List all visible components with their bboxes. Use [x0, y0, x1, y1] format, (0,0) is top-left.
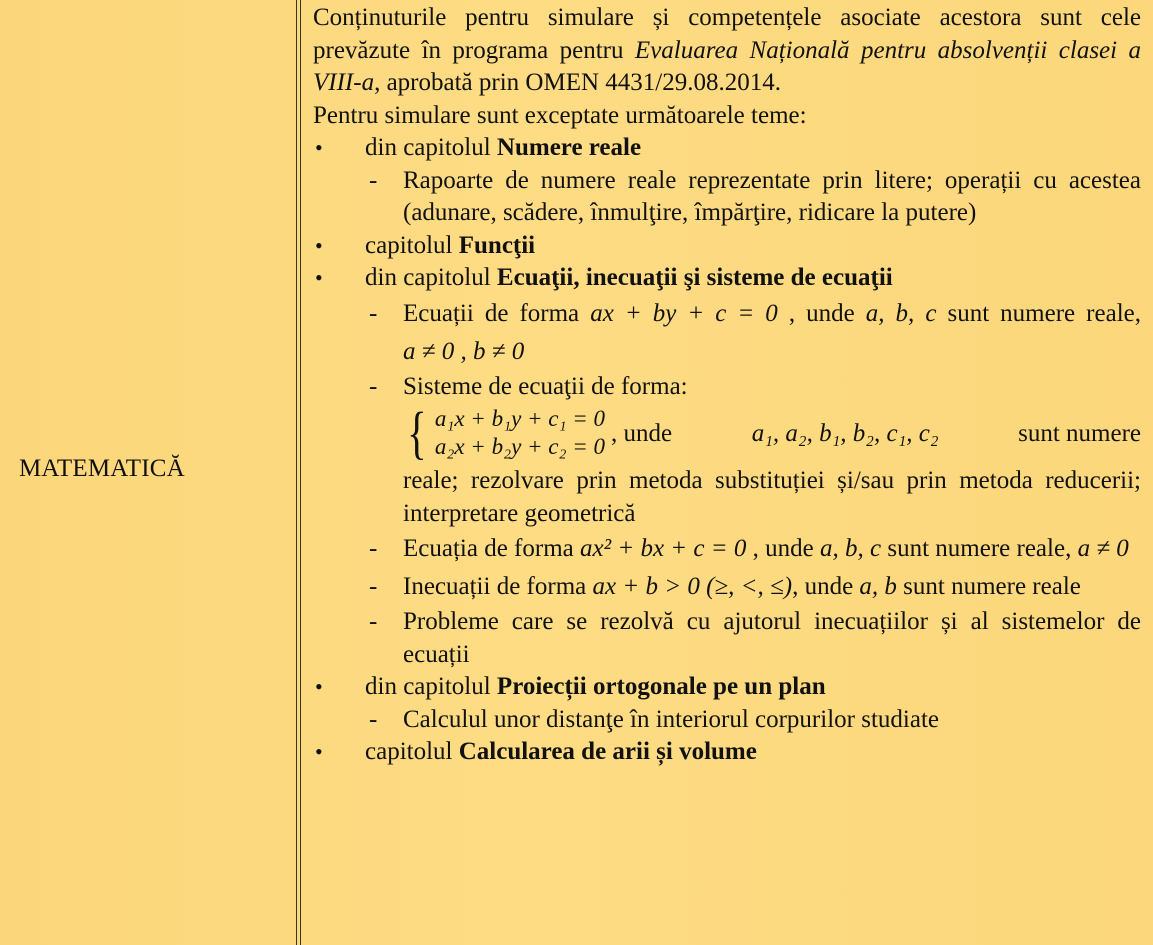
math-expression: ax² + bx + c = 0	[580, 535, 747, 562]
intro-text-end: , aprobată prin OMEN 4431/29.08.2014.	[374, 69, 781, 96]
math-expression: a, b, c	[820, 535, 882, 562]
list-item	[313, 230, 1141, 263]
sub-item	[365, 371, 1141, 531]
list-item	[313, 132, 1141, 230]
system-line	[403, 400, 1141, 465]
content-column	[313, 2, 1141, 769]
chapter-name: Calcularea de arii și volume	[458, 738, 757, 765]
math-expression: a, b, c	[865, 299, 937, 327]
text: , unde	[611, 419, 673, 447]
sub-list	[365, 165, 1141, 230]
equation-1: a₁x + b₁y + c₁ = 0	[434, 406, 606, 431]
math-expression: ax + by + c = 0	[590, 299, 778, 327]
exceptions-heading: Pentru simulare sunt exceptate următoarele teme:	[313, 101, 807, 129]
text: Ecuații de forma	[403, 299, 591, 327]
sub-item: - Rapoarte de numere reale reprezentate prin litere; operații cu acestea (adunare, scădere, înmulţire, împărţire, ridicare la putere)	[365, 165, 1141, 230]
sub-item	[365, 530, 1141, 568]
text: sunt numere reale,	[881, 535, 1078, 562]
text: Sisteme de ecuaţii de forma:	[403, 372, 688, 400]
subject-column	[0, 0, 296, 945]
item-prefix: capitolul	[365, 231, 459, 259]
text: , unde	[746, 535, 821, 562]
text: , unde	[777, 299, 866, 327]
intro-paragraph	[313, 2, 1141, 100]
table-divider	[300, 0, 301, 945]
intro-text: Conținuturile pentru simulare și competențele asociate acestora sunt cele prevăzute în programa pentru	[313, 4, 1141, 64]
table-divider	[296, 0, 297, 945]
brace-icon: {	[407, 400, 427, 465]
chapter-name: Funcţii	[458, 231, 536, 259]
chapter-name: Ecuaţii, inecuaţii şi sisteme de ecuaţii	[496, 264, 893, 291]
list-item	[313, 736, 1141, 769]
list-item	[313, 671, 1141, 736]
text: sunt numere	[1018, 419, 1141, 447]
math-expression: a₁, a₂, b₁, b₂, c₁, c₂	[751, 419, 939, 447]
item-prefix: din capitolul	[365, 134, 497, 161]
text: , unde	[792, 573, 860, 600]
text: reale; rezolvare prin metoda substituției și/sau prin metoda reducerii; interpretare geometrică	[403, 467, 1141, 527]
text: sunt numere reale	[896, 573, 1081, 600]
math-expression: a ≠ 0 , b ≠ 0	[403, 337, 525, 365]
equation-system	[403, 400, 606, 465]
equation-2: a₂x + b₂y + c₂ = 0	[434, 434, 606, 459]
exceptions-list	[313, 132, 1141, 769]
item-prefix: din capitolul	[365, 673, 497, 700]
list-item	[313, 262, 1141, 671]
text: Inecuații de forma	[403, 573, 593, 600]
chapter-name: Proiecții ortogonale pe un plan	[496, 673, 826, 700]
sub-list	[365, 295, 1141, 672]
subject-label: MATEMATICĂ	[19, 455, 185, 482]
item-prefix: capitolul	[365, 738, 459, 765]
chapter-name: Numere reale	[496, 134, 642, 161]
sub-item: - Probleme care se rezolvă cu ajutorul inecuațiilor și al sistemelor de ecuații	[365, 606, 1141, 671]
math-expression: ax + b > 0 (≥, <, ≤)	[592, 573, 793, 600]
math-expression: a, b	[859, 573, 897, 600]
item-prefix: din capitolul	[365, 264, 497, 291]
text: Ecuația de forma	[403, 535, 580, 562]
sub-item	[365, 568, 1141, 606]
sub-item: - Calculul unor distanţe în interiorul corpurilor studiate	[365, 704, 1141, 737]
sub-list	[365, 704, 1141, 737]
math-expression: a ≠ 0	[1077, 535, 1129, 562]
intro-italic: Evaluarea Națională pentru absolvenții clasei a VIII-a	[313, 36, 1141, 96]
sub-item	[365, 295, 1141, 371]
text: sunt numere reale,	[936, 299, 1141, 327]
